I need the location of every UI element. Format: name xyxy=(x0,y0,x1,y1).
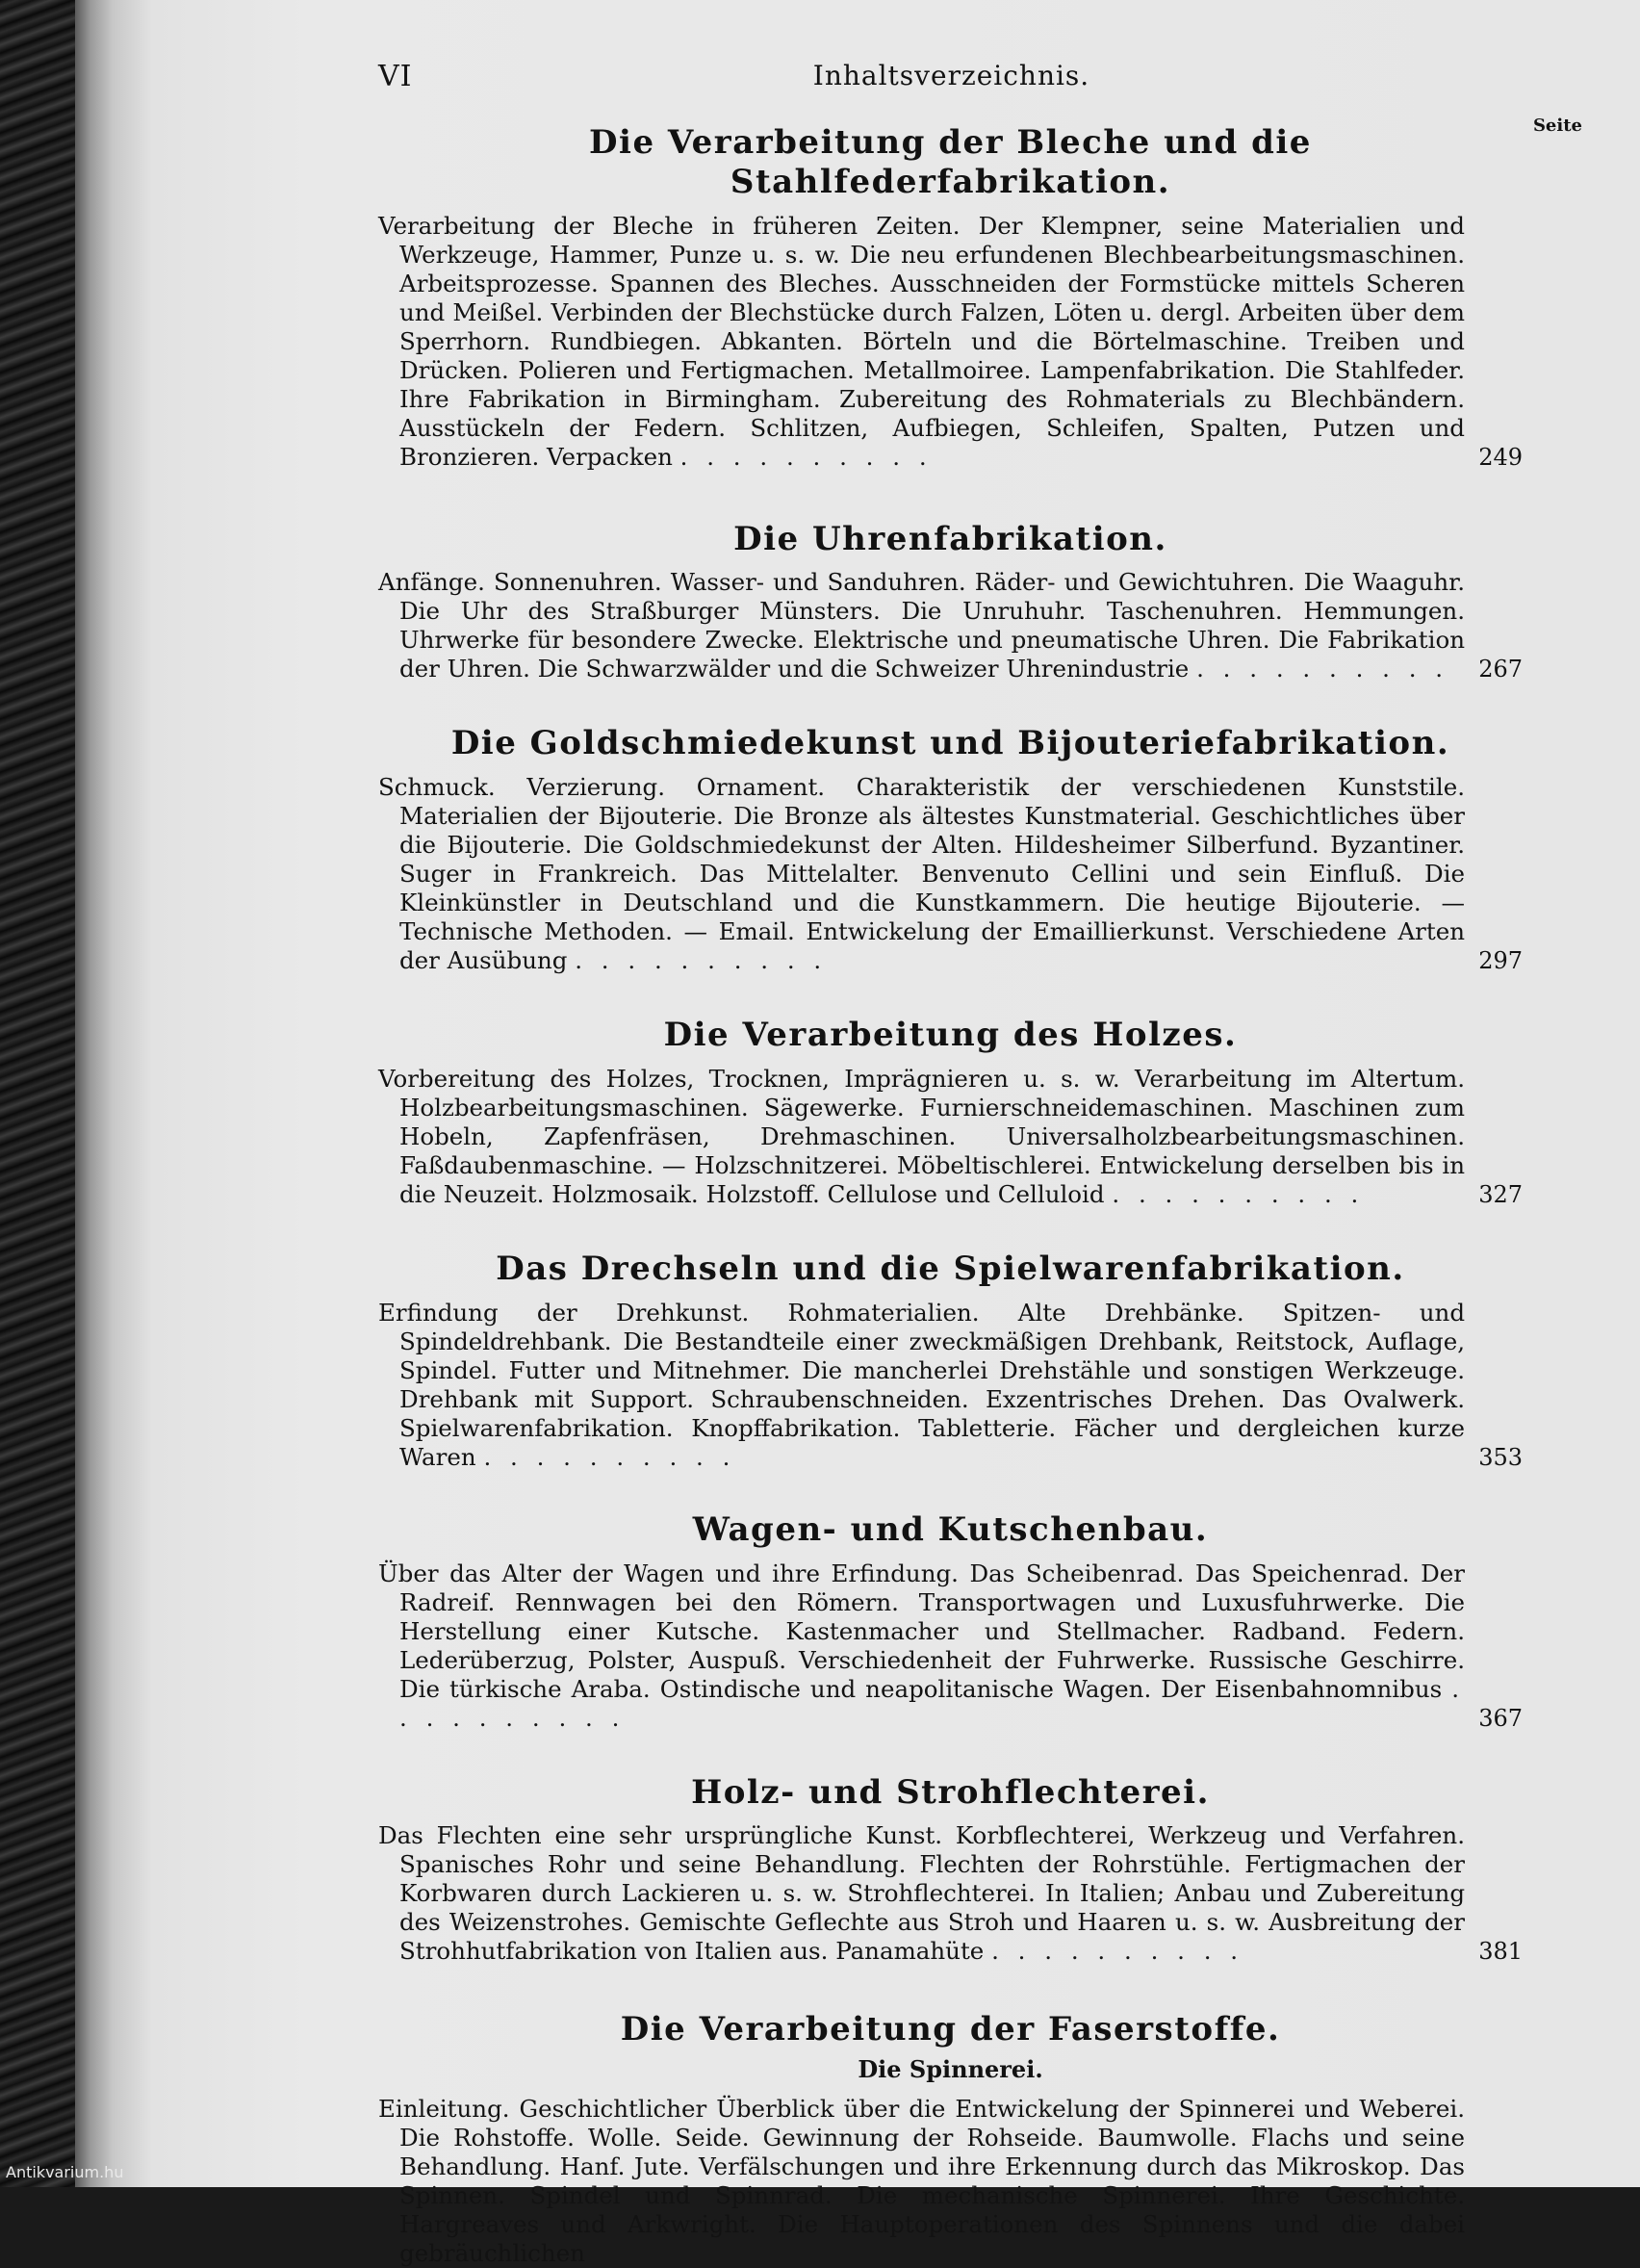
book-page xyxy=(114,0,1640,2268)
dot-leader: . . . . . . . . . . xyxy=(575,946,828,975)
entry-text: Über das Alter der Wagen und ihre Erfindung. Das Scheibenrad. Das Speichenrad. Der Radreif. Rennwagen bei den Römern. Transportwagen und Luxusfuhrwerke. Die Herstellung einer Kutsche. Kastenmacher und Stellmacher. Radband. Federn. Lederüberzug, Polster, Auspuß. Verschiedenheit der Fuhrwerke. Russische Geschirre. Die türkische Araba. Ostindische und neapolitanische Wagen. Der Eisenbahnomnibus xyxy=(378,1559,1465,1703)
page-reference: 327 xyxy=(1478,1180,1523,1208)
section-title: Wagen- und Kutschenbau. xyxy=(692,1509,1209,1549)
section-entry xyxy=(378,1821,1523,1966)
section-title: Die Goldschmiedekunst und Bijouteriefabrikation. xyxy=(450,724,1450,763)
table-of-contents xyxy=(378,123,1523,2268)
toc-section xyxy=(378,1510,1523,1733)
section-title: Die Verarbeitung der Faserstoffe. xyxy=(620,2010,1281,2049)
seite-label: Seite xyxy=(1532,116,1582,136)
toc-section xyxy=(378,123,1523,472)
dot-leader: . . . . . . . . . . xyxy=(483,1442,736,1471)
entry-text: Anfänge. Sonnenuhren. Wasser- und Sanduhren. Räder- und Gewichtuhren. Die Waaguhr. Die Uhr des Straßburger Münsters. Die Unruhuhr. Taschenuhren. Hemmungen. Uhrwerke für besondere Zwecke. Elektrische und pneumatische Uhren. Die Fabrikation der Uhren. Die Schwarzwälder und die Schweizer Uhrenindustrie xyxy=(378,568,1465,683)
section-entry xyxy=(378,2095,1523,2268)
page-header xyxy=(378,60,1525,98)
page-reference: 297 xyxy=(1478,947,1523,975)
page-number: VI xyxy=(378,60,413,93)
dot-leader: . . . . . . . . . . xyxy=(1196,655,1449,683)
page-reference: 367 xyxy=(1478,1704,1523,1732)
entry-text: Schmuck. Verzierung. Ornament. Charakteristik der verschiedenen Kunststile. Materialien der Bijouterie. Die Bronze als ältestes Kunstmaterial. Geschichtliches über die Bijouterie. Die Goldschmiedekunst der Alten. Hildesheimer Silberfund. Byzantiner. Suger in Frankreich. Das Mittelalter. Benvenuto Cellini und sein Einfluß. Die Kleinkünstler in Deutschland und die Kunstkammern. Die heutige Bijouterie. — Technische Methoden. — Email. Entwickelung der Emaillierkunst. Verschiedene Arten der Ausübung xyxy=(378,773,1465,975)
toc-section xyxy=(378,1773,1523,1967)
section-title: Das Drechseln und die Spielwarenfabrikation. xyxy=(496,1249,1405,1288)
page-reference: 353 xyxy=(1478,1443,1523,1471)
page-gutter xyxy=(75,0,114,2187)
section-subtitle: Die Spinnerei. xyxy=(858,2055,1043,2084)
toc-section xyxy=(378,520,1523,684)
toc-section xyxy=(378,2010,1523,2268)
page-reference: 249 xyxy=(1478,443,1523,471)
section-title: Die Verarbeitung des Holzes. xyxy=(663,1016,1238,1055)
toc-section xyxy=(378,1250,1523,1472)
toc-section xyxy=(378,724,1523,975)
running-title: Inhaltsverzeichnis. xyxy=(812,60,1090,91)
entry-text: Einleitung. Geschichtlicher Überblick über die Entwickelung der Spinnerei und Weberei. Die Rohstoffe. Wolle. Seide. Gewinnung der Rohseide. Baumwolle. Flachs und seine Behandlung. Hanf. Jute. Verfälschungen und ihre Erkennung durch das Mikroskop. Das Spinnen. Spindel und Spinnrad. Die mechanische Spinnerei. Ihre Geschichte. Hargreaves und Arkwright. Die Hauptoperationen des Spinnens und die dabei gebräuchlichen xyxy=(378,2095,1465,2268)
entry-text: Das Flechten eine sehr ursprüngliche Kunst. Korbflechterei, Werkzeug und Verfahren. Spanisches Rohr und seine Behandlung. Flechten der Rohrstühle. Fertigmachen der Korbwaren durch Lackieren u. s. w. Strohflechterei. In Italien; Anbau und Zubereitung des Weizenstrohes. Gemischte Geflechte aus Stroh und Haaren u. s. w. Ausbreitung der Strohhutfabrikation von Italien aus. Panamahüte xyxy=(378,1821,1465,1966)
page-reference: 381 xyxy=(1478,1938,1523,1966)
dot-leader: . . . . . . . . . . xyxy=(1112,1179,1365,1208)
book-binding xyxy=(0,0,75,2187)
dot-leader: . . . . . . . . . . xyxy=(679,442,933,471)
section-title: Die Uhrenfabrikation. xyxy=(733,519,1167,558)
section-title: Holz- und Strohflechterei. xyxy=(691,1772,1210,1812)
watermark: Antikvarium.hu xyxy=(6,2163,124,2181)
toc-section xyxy=(378,1016,1523,1209)
section-entry xyxy=(378,568,1523,683)
section-entry xyxy=(378,212,1523,472)
page-reference: 267 xyxy=(1478,656,1523,683)
dot-leader: . . . . . . . . . . xyxy=(399,1674,1465,1732)
dot-leader: . . . . . . . . . . xyxy=(991,1937,1244,1966)
section-entry xyxy=(378,1065,1523,1209)
entry-text: Verarbeitung der Bleche in früheren Zeiten. Der Klempner, seine Materialien und Werkzeuge, Hammer, Punze u. s. w. Die neu erfundenen Blechbearbeitungsmaschinen. Arbeitsprozesse. Spannen des Bleches. Ausschneiden der Formstücke mittels Scheren und Meißel. Verbinden der Blechstücke durch Falzen, Löten u. dergl. Arbeiten über dem Sperrhorn. Rundbiegen. Abkanten. Börteln und die Börtelmaschine. Treiben und Drücken. Polieren und Fertigmachen. Metallmoiree. Lampenfabrikation. Die Stahlfeder. Ihre Fabrikation in Birmingham. Zubereitung des Rohmaterials zu Blechbändern. Ausstückeln der Federn. Schlitzen, Aufbiegen, Schleifen, Spalten, Putzen und Bronzieren. Verpacken xyxy=(378,211,1465,471)
section-entry xyxy=(378,1299,1523,1472)
entry-text: Erfindung der Drehkunst. Rohmaterialien. Alte Drehbänke. Spitzen- und Spindeldrehbank. Die Bestandteile einer zweckmäßigen Drehbank, Reitstock, Auflage, Spindel. Futter und Mitnehmer. Die mancherlei Drehstähle und sonstigen Werkzeuge. Drehbank mit Support. Schraubenschneiden. Exzentrisches Drehen. Das Ovalwerk. Spielwarenfabrikation. Knopffabrikation. Tabletterie. Fächer und dergleichen kurze Waren xyxy=(378,1298,1465,1471)
section-entry xyxy=(378,773,1523,975)
section-entry xyxy=(378,1559,1523,1733)
section-title: Die Verarbeitung der Bleche und die Stahlfederfabrikation. xyxy=(589,123,1312,201)
entry-text: Vorbereitung des Holzes, Trocknen, Imprägnieren u. s. w. Verarbeitung im Altertum. Holzbearbeitungsmaschinen. Sägewerke. Furnierschneidemaschinen. Maschinen zum Hobeln, Zapfenfräsen, Drehmaschinen. Universalholzbearbeitungsmaschinen. Faßdaubenmaschine. — Holzschnitzerei. Möbeltischlerei. Entwickelung derselben bis in die Neuzeit. Holzmosaik. Holzstoff. Cellulose und Celluloid xyxy=(378,1064,1465,1208)
